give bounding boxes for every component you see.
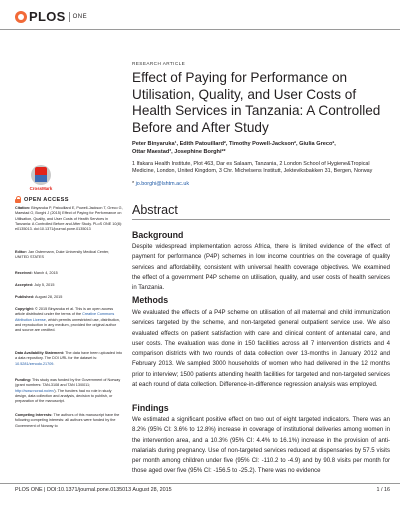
- copyright-block: [15, 307, 123, 333]
- open-lock-icon: [15, 196, 21, 203]
- citation-text: Binyaruka P, Patouillard E, Powell-Jackson T, Greco G, Maestad O, Borghi J (2015) Effect of Paying for Performance on Utilisation, Quality, and User Costs of Health Services in Tanzania: A Controlled Before and After Study. PLoS ONE 10(8): e0135013. doi:10.1371/journal.pone.0135013: [15, 206, 123, 232]
- brand-name: PLOS: [29, 9, 66, 24]
- findings-body: We estimated a significant positive effect on two out of eight targeted indicators. There was an 8.2% (95% CI: 3.6% to 12.8%) increase in coverage of institutional deliveries among women in the intervention area, and a 10.3% (95% CI: 4.4% to 16.1%) increase in the provision of anti-malarials during pregnancy. Use of non-targeted services reduced at dispensaries by 57.5 visits per month among children under five (95% CI: -110.2 to -4.9) and by 90.8 visits per month for those aged over five (95% CI: -156.5 to -25.2). There was no evidence: [132, 417, 390, 475]
- page-number: 1 / 16: [376, 487, 390, 493]
- article-title: Effect of Paying for Performance on Utilisation, Quality, and User Costs of Health Services in Tanzania: A Controlled Before and After Study: [132, 70, 381, 135]
- competing-interests-text: The authors of this manuscript have the following competing interests: all authors were funded by the Government of Norway to: [15, 413, 120, 428]
- journal-name: ONE: [72, 13, 88, 20]
- copyright-text-b: , which permits unrestricted use, distribution, and reproduction in any medium, provided the original author and source are credited.: [15, 317, 120, 333]
- crossmark-label: CrossMark: [29, 186, 53, 191]
- data-availability-end: .: [53, 361, 55, 366]
- crossmark-icon: [31, 165, 51, 185]
- open-access-badge: [15, 196, 69, 203]
- methods-heading: Methods: [132, 295, 169, 305]
- received-label: Received:: [15, 271, 33, 275]
- editor-label: Editor:: [15, 250, 28, 254]
- findings-heading: Findings: [132, 403, 169, 413]
- published-label: Published:: [15, 295, 35, 299]
- background-heading: Background: [132, 230, 184, 240]
- copyright-text-a: © 2015 Binyaruka et al. This is an open access article distributed under the terms of the: [15, 307, 114, 317]
- logo-divider: [69, 12, 70, 22]
- funding-text-a: This study was funded by the Government of Norway (grant numbers: TAN-3108 and TAN 13/0011;: [15, 378, 121, 388]
- competing-interests-label: Competing Interests:: [15, 413, 53, 417]
- funding-label: Funding:: [15, 378, 32, 382]
- plos-logo-icon: [15, 11, 27, 23]
- methods-body: We evaluated the effects of a P4P scheme on utilisation of all maternal and child immunization services targeted by the scheme, and non-targeted general outpatient service use. We also evaluated effects on patient satisfaction with care and clinical content of antenatal care, and user costs. The evaluation was done in 150 facilities across all 7 intervention districts and 4 comparison districts with two rounds of data collection over 13-months in January 2012 and February 2013. We sampled 3000 households of women who had delivered in the 12 months prior to interview; 1500 patients attending health facilities for targeted and non-targeted services at each round of data collection. Difference-in-difference regression analysis was employed.: [132, 310, 390, 388]
- published-date: August 28, 2015: [35, 295, 63, 299]
- funding-block: [15, 378, 123, 404]
- background-body: Despite widespread implementation across Africa, there is limited evidence of the effect of payment for performance (P4P) schemes in low income countries on the coverage of quality services and affordability, consistent with universal health coverage objectives. We examined the effect of a government P4P scheme on utilisation, quality, and user costs of health services in Tanzania.: [132, 244, 390, 291]
- data-availability-label: Data Availability Statement:: [15, 351, 65, 355]
- author-line-1[interactable]: Peter Binyaruka¹, Edith Patouillard², Timothy Powell-Jackson², Giulia Greco²,: [132, 141, 336, 147]
- affiliation-line-2: Medicine, London, United Kingdom, 3 Chr. Michelsens Institutt, Jekteviksbakken 31, Bergen, Norway: [132, 168, 373, 175]
- received-block: [15, 271, 123, 276]
- affiliations: [132, 161, 390, 176]
- article-type: RESEARCH ARTICLE: [132, 61, 186, 66]
- copyright-label: Copyright:: [15, 307, 34, 311]
- footer-rule: [0, 483, 400, 484]
- header-rule: [0, 29, 400, 30]
- published-block: [15, 295, 123, 300]
- license-link[interactable]: Creative Commons Attribution License: [15, 312, 115, 322]
- citation-block: [15, 206, 123, 232]
- citation-label: Citation:: [15, 206, 31, 210]
- funder-link[interactable]: http://www.norad.no/en/: [15, 388, 55, 393]
- footer-citation: PLOS ONE | DOI:10.1371/journal.pone.0135013 August 28, 2015: [15, 487, 172, 493]
- corresponding-author: [132, 181, 390, 187]
- accepted-date: July 5, 2015: [34, 283, 55, 287]
- dataset-doi-link[interactable]: 10.5281/zenodo.21709: [15, 361, 54, 366]
- affiliation-line-1: 1 Ifakara Health Institute, Plot 463, Dar es Salaam, Tanzania, 2 London School of Hygiene&Tropical: [132, 161, 370, 167]
- editor-block: [15, 250, 123, 261]
- funding-text-b: ). The funders had no role in study design, data collection and analysis, decision to publish, or preparation of the manuscript.: [15, 388, 113, 404]
- corresponding-email-link[interactable]: jo.borghi@lshtm.ac.uk: [135, 181, 190, 187]
- data-availability-block: [15, 351, 123, 367]
- received-date: March 4, 2015: [33, 271, 58, 275]
- competing-interests-block: [15, 413, 123, 429]
- crossmark-badge[interactable]: [28, 165, 54, 191]
- abstract-heading: Abstract: [132, 203, 178, 217]
- author-line-2[interactable]: Ottar Maestad³, Josephine Borghi²*: [132, 148, 226, 155]
- plos-one-logo[interactable]: [15, 9, 87, 24]
- author-list: [132, 141, 390, 156]
- data-availability-text: The data have been uploaded into a data repository. The DOI URL for the dataset is:: [15, 351, 123, 361]
- editor-text: Jan Ostermann, Duke University Medical Center, UNITED STATES: [15, 250, 110, 260]
- abstract-rule: [132, 219, 390, 220]
- corresponding-mark: *: [132, 181, 136, 187]
- open-access-label: OPEN ACCESS: [24, 196, 69, 203]
- accepted-block: [15, 283, 123, 288]
- accepted-label: Accepted:: [15, 283, 34, 287]
